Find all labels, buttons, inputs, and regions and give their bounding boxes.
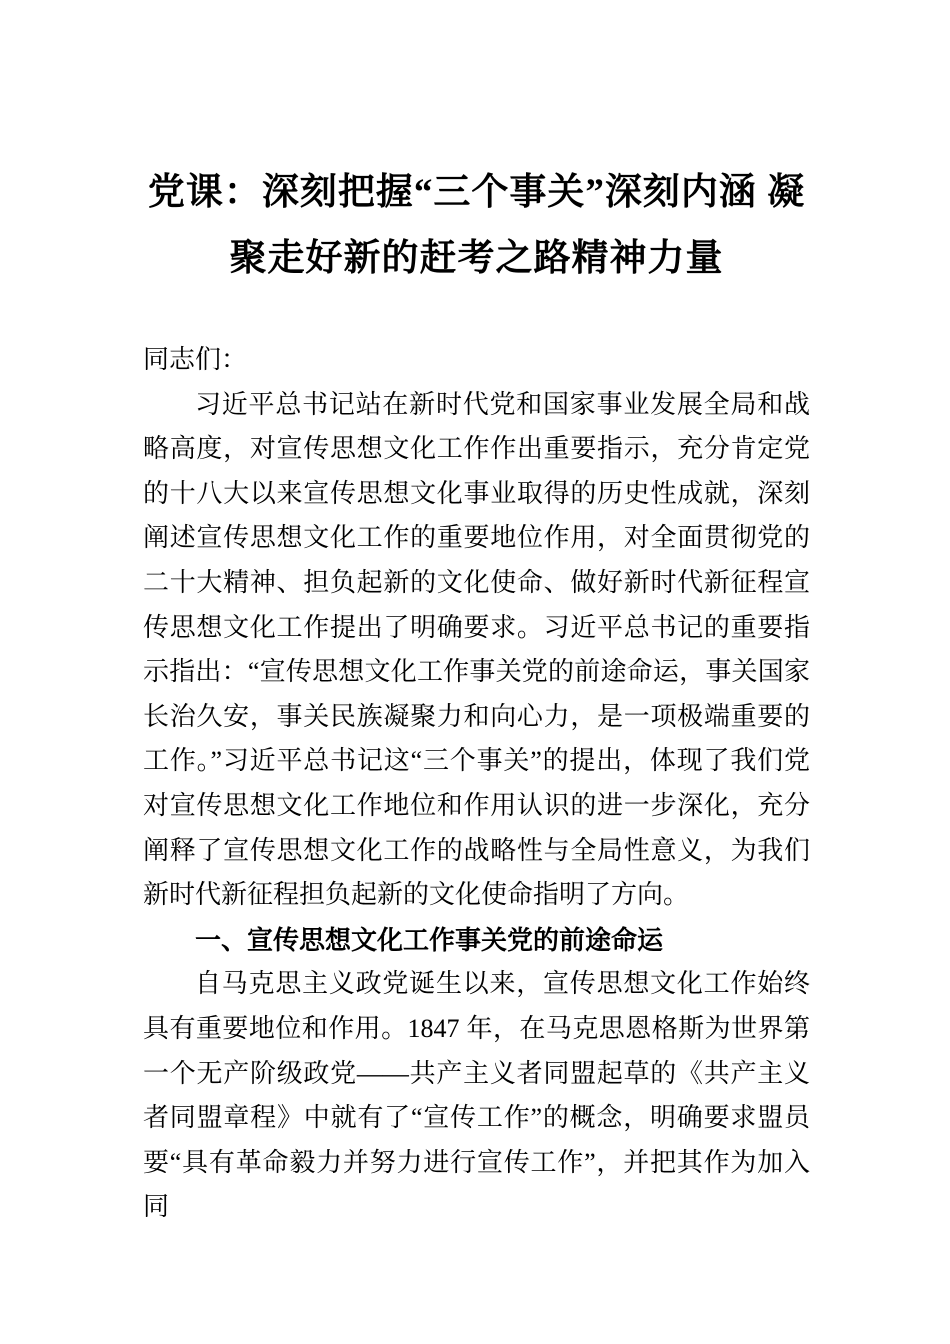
paragraph-section-1: 自马克思主义政党诞生以来，宣传思想文化工作始终具有重要地位和作用。1847 年，在马克思恩格斯为世界第一个无产阶级政党——共产主义者同盟起草的《共产主义者同盟章程》中就有了“宣传工作”的概念，明确要求盟员要“具有革命毅力并努力进行宣传工作”，并把其作为加入同 [143, 969, 810, 1222]
document-title-line-2: 聚走好新的赶考之路精神力量 [229, 238, 724, 279]
document-body [143, 338, 810, 1230]
section-heading-1: 一、宣传思想文化工作事关党的前途命运 [195, 924, 664, 955]
salutation: 同志们： [143, 345, 248, 374]
document-title [143, 160, 810, 292]
document-title-line-1: 党课：深刻把握“三个事关”深刻内涵 凝 [147, 172, 806, 213]
paragraph-intro: 习近平总书记站在新时代党和国家事业发展全局和战略高度，对宣传思想文化工作作出重要指示，充分肯定党的十八大以来宣传思想文化事业取得的历史性成就，深刻阐述宣传思想文化工作的重要地位作用，对全面贯彻党的二十大精神、担负起新的文化使命、做好新时代新征程宣传思想文化工作提出了明确要求。习近平总书记的重要指示指出：“宣传思想文化工作事关党的前途命运，事关国家长治久安，事关民族凝聚力和向心力，是一项极端重要的工作。”习近平总书记这“三个事关”的提出，体现了我们党对宣传思想文化工作地位和作用认识的进一步深化，充分阐释了宣传思想文化工作的战略性与全局性意义，为我们新时代新征程担负起新的文化使命指明了方向。 [143, 389, 810, 910]
document-content [143, 160, 810, 1230]
